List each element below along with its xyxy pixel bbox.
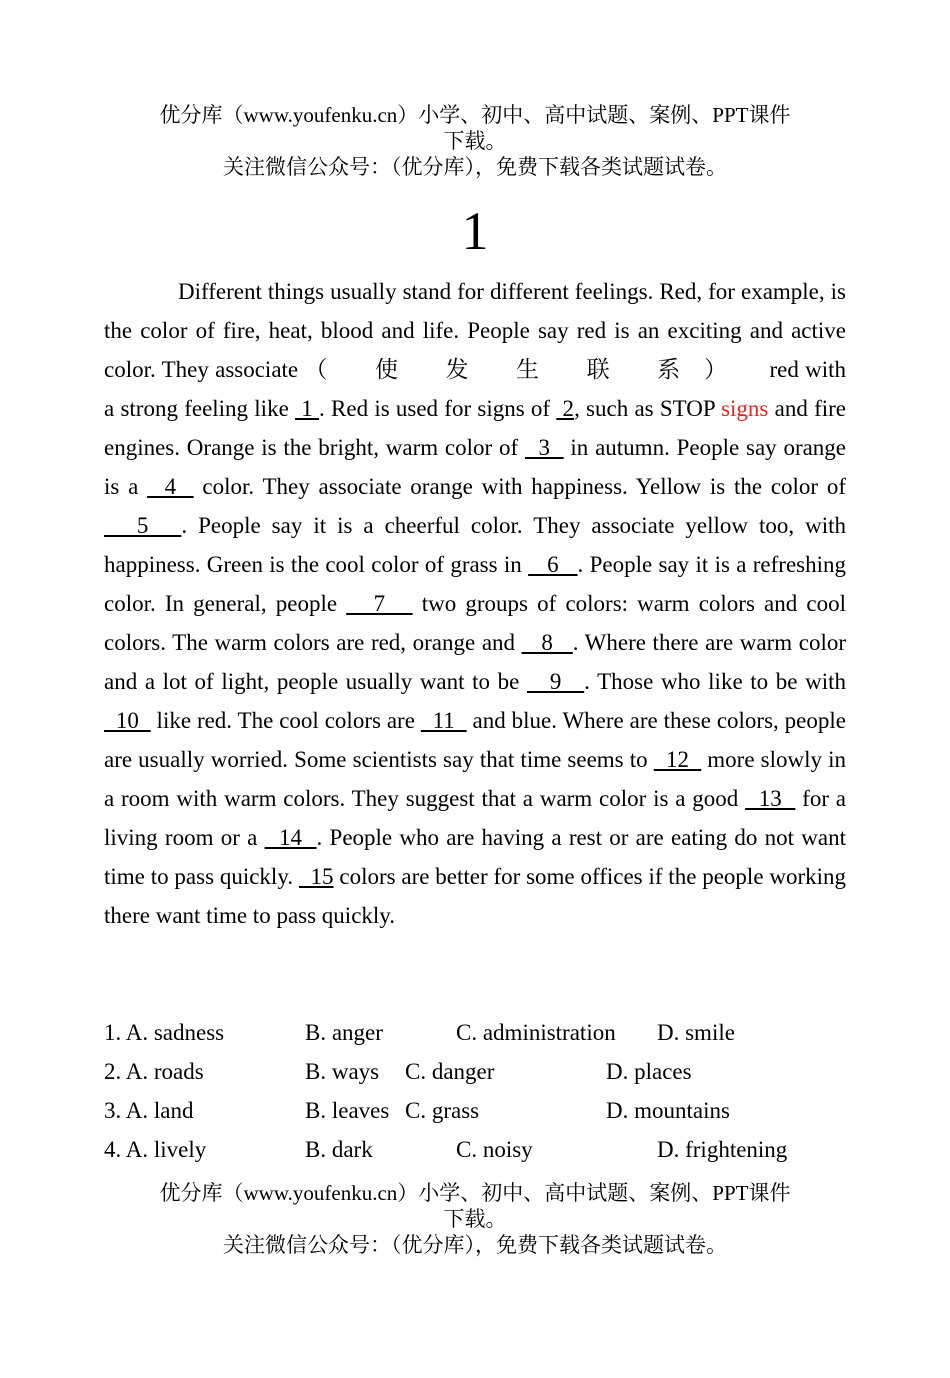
cloze-passage bbox=[104, 272, 846, 935]
option-3-d: D. mountains bbox=[606, 1098, 730, 1123]
option-1-b: B. anger bbox=[305, 1020, 383, 1045]
passage-text: color. They associate orange with happiness. Yellow is the color of bbox=[193, 474, 846, 499]
blank-14: 14 bbox=[264, 825, 317, 850]
option-3-c: C. grass bbox=[405, 1098, 480, 1123]
footer-line-1: 优分库（www.youfenku.cn）小学、初中、高中试题、案例、PPT课件 bbox=[159, 1181, 791, 1205]
option-row-1 bbox=[104, 1013, 846, 1052]
option-4-d: D. frightening bbox=[657, 1137, 788, 1162]
option-3-b: B. leaves bbox=[305, 1098, 390, 1123]
passage-text: . Those who like to be with bbox=[584, 669, 846, 694]
page-header bbox=[104, 102, 846, 180]
option-4-b: B. dark bbox=[305, 1137, 373, 1162]
passage-text: . People say it is a cheerful color. They associate yellow too, with happiness. Green is the cool color of grass in bbox=[104, 513, 847, 577]
blank-12: 12 bbox=[653, 747, 702, 772]
option-row-2 bbox=[104, 1052, 846, 1091]
passage-text: in autumn. People say orange is a bbox=[104, 435, 847, 499]
blank-3: 3 bbox=[524, 435, 564, 460]
blank-15: 15 bbox=[298, 864, 334, 889]
passage-text: . People who are having a rest or are eating do not want time to pass quickly. bbox=[104, 825, 847, 889]
section-number: 1 bbox=[461, 201, 489, 261]
option-1-d: D. smile bbox=[657, 1020, 735, 1045]
blank-11: 11 bbox=[420, 708, 467, 733]
option-2-a: 2. A. roads bbox=[104, 1059, 204, 1084]
option-1-c: C. administration bbox=[456, 1020, 616, 1045]
passage-text: and fire engines. Orange is the bright, warm color of bbox=[104, 396, 847, 460]
header-line-3: 关注微信公众号：（优分库），免费下载各类试题试卷。 bbox=[223, 155, 727, 179]
passage-text: like red. The cool colors are bbox=[150, 708, 421, 733]
option-2-b: B. ways bbox=[305, 1059, 380, 1084]
option-row-3 bbox=[104, 1091, 846, 1130]
passage-text: colors are better for some offices if the people working there want time to pass quickly. bbox=[104, 864, 847, 928]
option-3-a: 3. A. land bbox=[104, 1098, 194, 1123]
passage-text: two groups of colors: warm colors and cool colors. The warm colors are red, orange and bbox=[104, 591, 846, 655]
blank-4: 4 bbox=[147, 474, 194, 499]
option-4-c: C. noisy bbox=[456, 1137, 533, 1162]
passage-paragraph bbox=[104, 272, 846, 935]
passage-text: , such as STOP bbox=[574, 396, 722, 421]
passage-text: . Red is used for signs of bbox=[319, 396, 557, 421]
header-line-2: 下载。 bbox=[443, 129, 507, 153]
passage-text: . People say it is a refreshing color. In general, people bbox=[104, 552, 847, 616]
blank-10: 10 bbox=[104, 708, 151, 733]
passage-text: more slowly in a room with warm colors. They suggest that a warm color is a good bbox=[104, 747, 846, 811]
highlighted-word-signs: signs bbox=[721, 396, 769, 421]
blank-13: 13 bbox=[745, 786, 796, 811]
passage-text: . Where there are warm color and a lot of light, people usually want to be bbox=[104, 630, 847, 694]
passage-text: for a living room or a bbox=[104, 786, 846, 850]
blank-2: 2 bbox=[556, 396, 575, 421]
answer-options bbox=[104, 1013, 846, 1169]
blank-1: 1 bbox=[295, 396, 320, 421]
option-row-4 bbox=[104, 1130, 846, 1169]
blank-8: 8 bbox=[521, 630, 573, 655]
passage-text: Different things usually stand for different feelings. Red, for example, is the color of fire, heat, blood and life. People say red is an exciting and active color. They associate （ 使 发 生 联 系 ） red with a strong feeling like bbox=[104, 279, 846, 421]
option-2-c: C. danger bbox=[405, 1059, 495, 1084]
option-4-a: 4. A. lively bbox=[104, 1137, 207, 1162]
blank-7: 7 bbox=[346, 591, 413, 616]
footer-line-3: 关注微信公众号：（优分库），免费下载各类试题试卷。 bbox=[223, 1233, 727, 1257]
footer-line-2: 下载。 bbox=[443, 1207, 507, 1231]
blank-5: 5 bbox=[104, 513, 182, 538]
header-line-1: 优分库（www.youfenku.cn）小学、初中、高中试题、案例、PPT课件 bbox=[159, 103, 791, 127]
option-1-a: 1. A. sadness bbox=[104, 1020, 225, 1045]
passage-text: and blue. Where are these colors, people are usually worried. Some scientists say that time seems to bbox=[104, 708, 846, 772]
page-footer bbox=[104, 1180, 846, 1258]
blank-6: 6 bbox=[528, 552, 578, 577]
blank-9: 9 bbox=[526, 669, 585, 694]
option-2-d: D. places bbox=[606, 1059, 692, 1084]
